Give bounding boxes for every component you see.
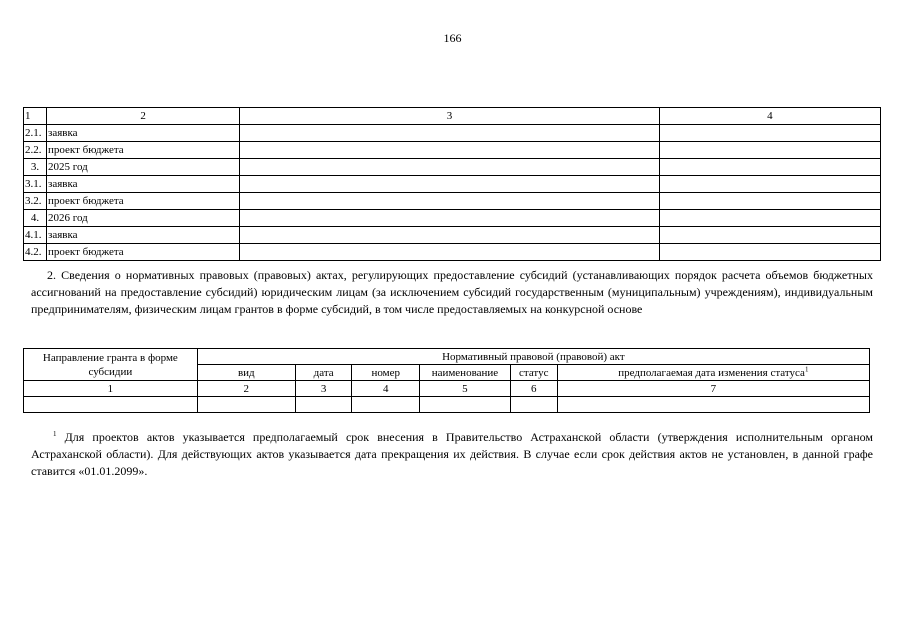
empty-cell — [240, 125, 659, 142]
row-label: проект бюджета — [47, 142, 240, 159]
row-number: 2.2. — [24, 142, 47, 159]
footnote-mark: 1 — [804, 364, 809, 373]
row-label: 2026 год — [47, 210, 240, 227]
empty-cell — [240, 159, 659, 176]
empty-cell — [659, 159, 880, 176]
empty-cell — [659, 244, 880, 261]
column-number-row — [24, 381, 870, 397]
empty-cell — [659, 193, 880, 210]
empty-cell — [659, 125, 880, 142]
empty-cell — [510, 397, 557, 413]
row-number: 4.2. — [24, 244, 47, 261]
column-number: 1 — [24, 381, 198, 397]
subheader-date: дата — [295, 365, 352, 381]
row-number: 4. — [24, 210, 47, 227]
empty-cell — [240, 176, 659, 193]
grant-direction-label: Направление гранта в форме субсидии — [42, 351, 178, 378]
section-2-paragraph: 2. Сведения о нормативных правовых (правовых) актах, регулирующих предоставление субсидий (устанавливающих порядок расчета объемов бюджетных ассигнований на предоставление субсидий) юридическим лицам (за исключением субсидий государственным (муниципальным) учреждениям), индивидуальным предпринимателям, физическим лицам грантов в форме субсидий, в том числе предоставляемых на конкурсной основе — [31, 268, 873, 316]
empty-cell — [295, 397, 352, 413]
table-header-row — [24, 349, 870, 365]
table-row — [24, 159, 881, 176]
column-number: 6 — [510, 381, 557, 397]
budget-table — [23, 107, 881, 261]
subheader-type: вид — [197, 365, 295, 381]
footnote-text: Для проектов актов указывается предполагаемый срок внесения в Правительство Астраханской области (утверждения исполнительным органом Астраханской области). Для действующих актов указывается дата прекращения их действия. В случае если срок действия актов не установлен, в данной графе ставится «01.01.2099». — [31, 430, 873, 478]
empty-cell — [659, 210, 880, 227]
empty-cell — [557, 397, 869, 413]
table-row — [24, 193, 881, 210]
empty-cell — [659, 227, 880, 244]
table-header-row — [24, 108, 881, 125]
legal-acts-table — [23, 348, 870, 413]
footnote — [31, 429, 873, 480]
page-number: 166 — [443, 31, 462, 45]
empty-cell — [240, 244, 659, 261]
subheader-status-change-date — [557, 365, 869, 381]
empty-cell — [420, 397, 511, 413]
subheader-status: статус — [510, 365, 557, 381]
row-label: заявка — [47, 227, 240, 244]
row-label: проект бюджета — [47, 244, 240, 261]
empty-cell — [240, 210, 659, 227]
table-row — [24, 125, 881, 142]
row-label: заявка — [47, 125, 240, 142]
table-row — [24, 227, 881, 244]
header-cell-3: 3 — [240, 108, 659, 125]
empty-cell — [659, 176, 880, 193]
empty-cell — [240, 142, 659, 159]
header-cell-1: 1 — [24, 108, 47, 125]
row-number: 2.1. — [24, 125, 47, 142]
row-label: 2025 год — [47, 159, 240, 176]
subheader-name: наименование — [420, 365, 511, 381]
row-label: заявка — [47, 176, 240, 193]
column-number: 7 — [557, 381, 869, 397]
empty-cell — [24, 397, 198, 413]
row-number: 4.1. — [24, 227, 47, 244]
column-number: 2 — [197, 381, 295, 397]
grant-direction-header — [24, 349, 198, 381]
header-cell-4: 4 — [659, 108, 880, 125]
column-number: 5 — [420, 381, 511, 397]
table-row — [24, 176, 881, 193]
row-label: проект бюджета — [47, 193, 240, 210]
table-row — [24, 244, 881, 261]
table-row — [24, 142, 881, 159]
footnote-marker: 1 — [53, 430, 57, 438]
header-cell-2: 2 — [47, 108, 240, 125]
column-number: 4 — [352, 381, 420, 397]
legal-act-group-header: Нормативный правовой (правовой) акт — [197, 349, 869, 365]
row-number: 3.1. — [24, 176, 47, 193]
row-number: 3. — [24, 159, 47, 176]
empty-cell — [240, 227, 659, 244]
empty-data-row — [24, 397, 870, 413]
subheader-number: номер — [352, 365, 420, 381]
column-number: 3 — [295, 381, 352, 397]
table-row — [24, 210, 881, 227]
empty-cell — [352, 397, 420, 413]
empty-cell — [240, 193, 659, 210]
row-number: 3.2. — [24, 193, 47, 210]
empty-cell — [197, 397, 295, 413]
status-change-date-label: предполагаемая дата изменения статуса — [618, 366, 805, 379]
empty-cell — [659, 142, 880, 159]
